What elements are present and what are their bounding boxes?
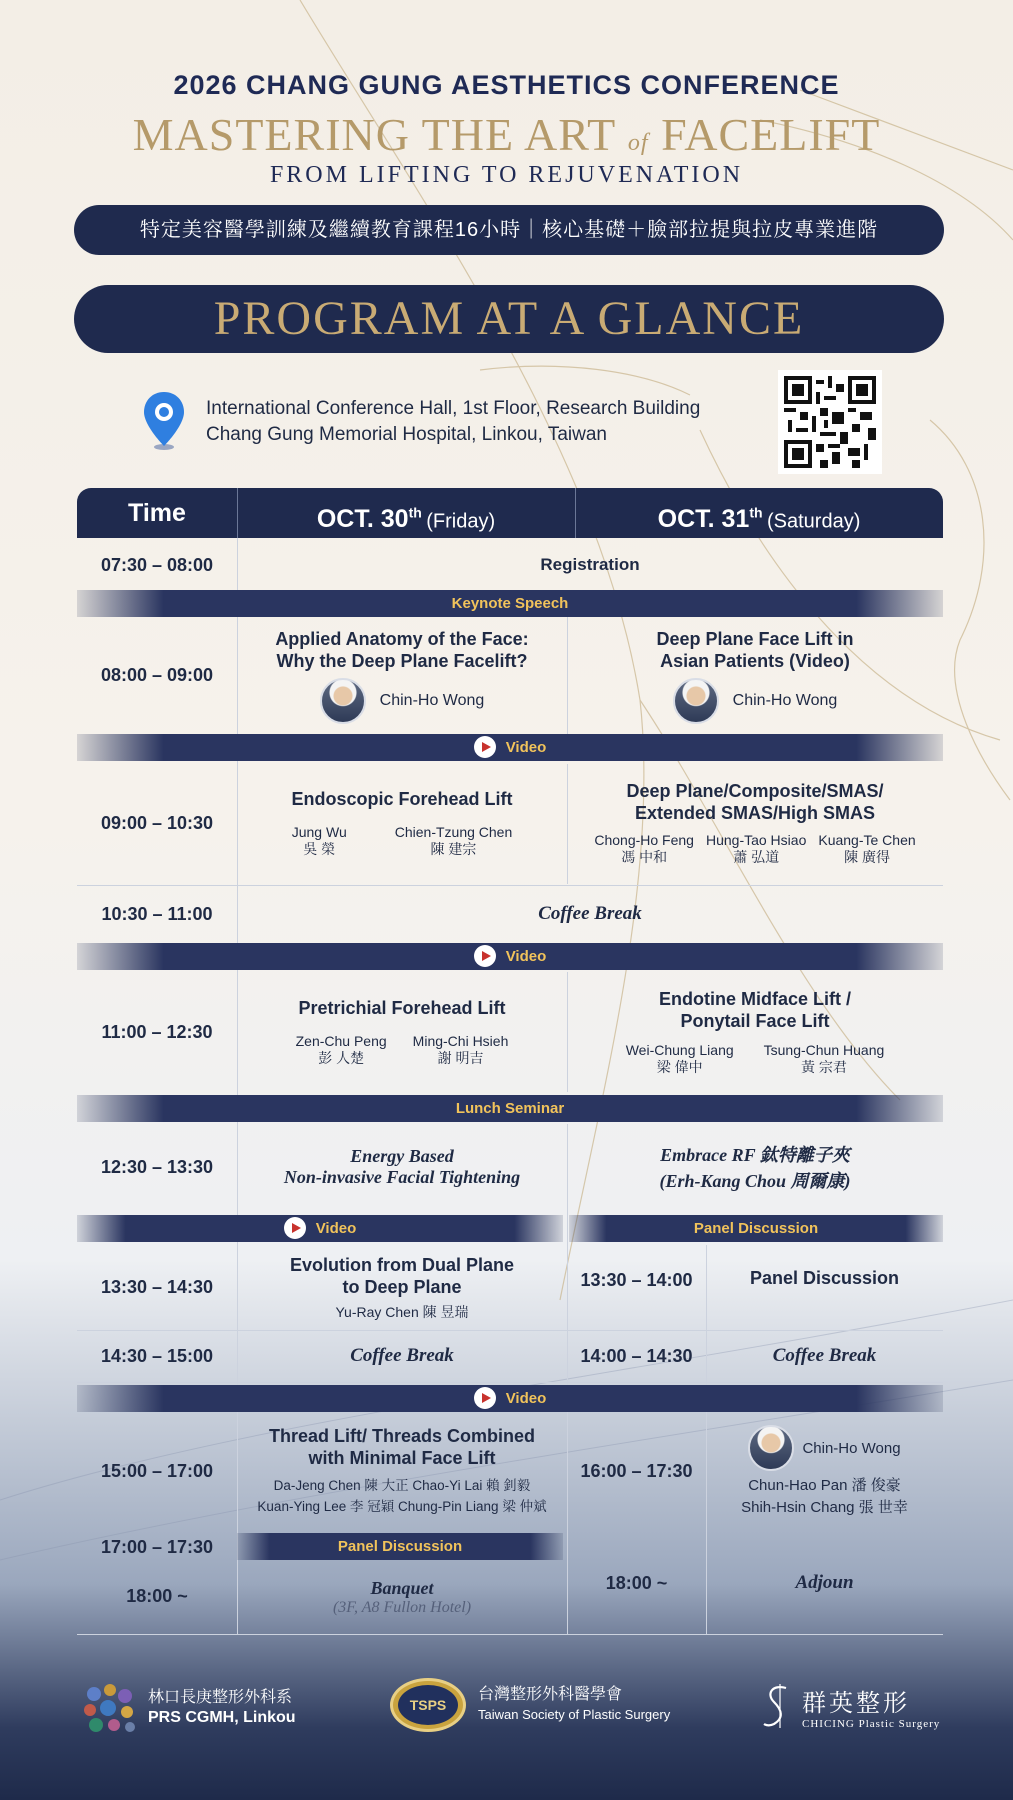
speaker-line: Da-Jeng Chen 陳 大正 Chao-Yi Lai 賴 釗毅: [273, 1478, 531, 1493]
session-cell: [567, 624, 943, 728]
main-title-right: FACELIFT: [661, 109, 881, 160]
location-pin-icon: [140, 390, 188, 452]
header-day1-ordinal: th: [408, 505, 422, 521]
coffee-break-label: Coffee Break: [772, 1345, 877, 1366]
header-day2-weekday: (Saturday): [767, 510, 861, 533]
speaker-list: [626, 1042, 885, 1076]
schedule-header: [77, 488, 943, 538]
avatar: [673, 678, 719, 724]
speaker-name: Chun-Hao Pan 潘 俊豪: [748, 1477, 901, 1494]
section-bar-video: [77, 1215, 563, 1242]
time-slot: 08:00 – 09:00: [100, 665, 214, 685]
tsps-seal-icon: [390, 1678, 466, 1732]
speaker: [292, 824, 347, 858]
logo-tsps-zh: 台灣整形外科醫學會: [478, 1686, 623, 1703]
avatar: [748, 1425, 794, 1471]
session-title: Non-invasive Facial Tightening: [283, 1167, 521, 1187]
session-title: Why the Deep Plane Facelift?: [276, 651, 528, 671]
session-title: with Minimal Face Lift: [308, 1448, 496, 1468]
qr-code-icon[interactable]: [778, 370, 882, 474]
section-bar-label: Video: [505, 739, 547, 756]
speaker-list: [292, 824, 513, 858]
adjourn-label: Adjoun: [795, 1572, 854, 1593]
header-day2-ordinal: th: [749, 505, 763, 521]
section-bar-panel: Panel Discussion: [569, 1215, 943, 1242]
grid-line: [77, 1382, 943, 1383]
session-title: Endoscopic Forehead Lift: [291, 789, 513, 809]
section-bar-video: [77, 943, 943, 970]
speaker-name-zh: 黃 宗君: [801, 1059, 847, 1075]
section-bar-label: Video: [505, 1390, 547, 1407]
speaker-name-zh: 梁 偉中: [656, 1059, 703, 1075]
speaker: [320, 678, 485, 724]
session-title: Pretrichial Forehead Lift: [298, 998, 506, 1018]
speaker: [818, 832, 915, 866]
time-slot: 12:30 – 13:30: [100, 1156, 214, 1177]
session-title: Ponytail Face Lift: [680, 1011, 830, 1031]
speaker-name: Tsung-Chun Huang: [763, 1042, 885, 1058]
logo-prs-en: PRS CGMH, Linkou: [148, 1709, 296, 1726]
speaker: [706, 832, 806, 866]
coffee-break-label: Coffee Break: [538, 903, 642, 924]
header-time-label: Time: [128, 499, 186, 527]
speaker-name: Chin-Ho Wong: [732, 692, 838, 709]
speaker-name: Chin-Ho Wong: [802, 1439, 901, 1457]
session-title: Deep Plane/Composite/SMAS/: [626, 781, 884, 801]
time-slot: 17:00 – 17:30: [100, 1536, 214, 1557]
logo-chicing: [760, 1682, 940, 1730]
section-bar-video: [77, 1385, 943, 1412]
banquet-label: Banquet: [370, 1577, 434, 1598]
speaker-name: Yu-Ray Chen 陳 昱瑞: [335, 1304, 469, 1320]
speaker-name: Chong-Ho Feng: [594, 832, 694, 848]
section-bar-label: Video: [315, 1220, 357, 1237]
time-slot: 13:30 – 14:30: [100, 1277, 214, 1297]
section-bar-keynote: Keynote Speech: [77, 590, 943, 617]
speaker: [764, 1042, 885, 1076]
logo-chicing-text: [802, 1683, 940, 1730]
logo-tsps-en: Taiwan Society of Plastic Surgery: [478, 1707, 671, 1722]
session-cell: [237, 1414, 567, 1528]
session-title: Evolution from Dual Plane: [289, 1255, 515, 1275]
time-slot: 18:00 ~: [605, 1572, 668, 1593]
course-banner: 特定美容醫學訓練及繼續教育課程16小時｜核心基礎＋臉部拉提與拉皮專業進階: [74, 205, 944, 255]
qr-code-pattern: [784, 376, 876, 468]
coffee-break-label: Coffee Break: [350, 1345, 454, 1366]
section-bar-video: [77, 734, 943, 761]
session-cell: [237, 970, 567, 1094]
session-cell: [237, 624, 567, 728]
header-time: [77, 488, 237, 538]
main-title: [0, 108, 1013, 161]
speaker-name: Kuang-Te Chen: [818, 832, 916, 848]
logo-tsps: [390, 1678, 670, 1732]
speaker: [296, 1033, 387, 1067]
time-slot: 10:30 – 11:00: [101, 903, 213, 924]
session-title: Applied Anatomy of the Face:: [275, 629, 529, 649]
play-icon: [474, 736, 496, 758]
time-slot: 16:00 – 17:30: [580, 1460, 693, 1481]
speaker-name: Chien-Tzung Chen: [394, 824, 513, 840]
logo-tsps-text: [478, 1685, 670, 1725]
session-cell: [567, 1122, 943, 1212]
speaker-name-zh: 蕭 弘道: [733, 849, 780, 865]
section-bar-lunch: Lunch Seminar: [77, 1095, 943, 1122]
time-slot: 15:00 – 17:00: [100, 1460, 214, 1481]
program-banner: PROGRAM AT A GLANCE: [74, 285, 944, 353]
main-title-left: MASTERING THE ART: [132, 109, 616, 160]
conference-name: 2026 CHANG GUNG AESTHETICS CONFERENCE: [173, 70, 840, 100]
session-title: Asian Patients (Video): [660, 651, 850, 671]
time-slot: 11:00 – 12:30: [101, 1021, 213, 1042]
speaker: [748, 1425, 900, 1471]
speaker: [673, 678, 838, 724]
speaker-name-zh: 馮 中和: [621, 849, 668, 865]
section-bar-panel: Panel Discussion: [237, 1533, 563, 1560]
play-icon: [474, 1387, 496, 1409]
header-day2: [575, 488, 943, 538]
speaker-name-zh: 吳 榮: [303, 841, 336, 857]
header-day1-date-text: OCT. 30: [316, 505, 409, 534]
header-day2-date: [658, 505, 763, 533]
time-slot: 09:00 – 10:30: [100, 812, 214, 833]
session-title: Extended SMAS/High SMAS: [634, 803, 876, 823]
speaker-name: Hung-Tao Hsiao: [705, 832, 807, 848]
play-icon: [284, 1217, 306, 1239]
time-slot: 18:00 ~: [126, 1585, 188, 1606]
session-cell: [567, 970, 943, 1094]
speaker-line: Kuan-Ying Lee 李 冠穎 Chung-Pin Liang 梁 仲斌: [257, 1499, 547, 1514]
speaker-list: [594, 832, 915, 866]
banquet-location: (3F, A8 Fullon Hotel): [332, 1598, 472, 1616]
session-speaker: (Erh-Kang Chou 周爾康): [659, 1171, 851, 1191]
speaker-name-zh: 陳 建宗: [430, 841, 477, 857]
speaker-list: [296, 1033, 509, 1067]
speaker-name-zh: 彭 人楚: [318, 1050, 365, 1066]
session-cell: [237, 1566, 567, 1628]
section-bar-label: Video: [505, 948, 547, 965]
logo-chicing-en: CHICING Plastic Surgery: [802, 1717, 941, 1730]
venue-line-1: International Conference Hall, 1st Floor, Research Building: [206, 398, 701, 419]
session-cell: [567, 761, 943, 885]
speaker-name-zh: 謝 明吉: [437, 1050, 484, 1066]
session-title: Deep Plane Face Lift in: [656, 629, 854, 649]
session-cell: [237, 1122, 567, 1212]
session-cell: [706, 1418, 943, 1526]
avatar: [320, 678, 366, 724]
molecule-logo-icon: [80, 1682, 138, 1734]
speaker-name-zh: 陳 廣得: [844, 849, 890, 865]
subtitle: FROM LIFTING TO REJUVENATION: [269, 162, 744, 188]
time-slot: 14:30 – 15:00: [100, 1345, 214, 1366]
speaker-name: Jung Wu: [291, 824, 347, 840]
speaker: [413, 1033, 509, 1067]
time-slot: 14:00 – 14:30: [580, 1345, 693, 1366]
header-day1: [237, 488, 575, 538]
session-cell: [237, 761, 567, 885]
speaker-name: Chin-Ho Wong: [379, 692, 485, 709]
header-day1-weekday: (Friday): [426, 510, 496, 533]
chicing-logo-mark-icon: [760, 1682, 794, 1730]
speaker: [594, 832, 694, 866]
session-title: Embrace RF 鈦特離子夾: [660, 1145, 850, 1165]
play-icon: [474, 945, 496, 967]
venue-address: [206, 396, 700, 448]
speaker: [395, 824, 513, 858]
panel-discussion-label: Panel Discussion: [749, 1268, 900, 1288]
header-day1-date: [317, 505, 422, 533]
session-title: Energy Based: [350, 1146, 454, 1166]
speaker-name: Zen-Chu Peng: [295, 1033, 387, 1049]
tsps-seal-text: TSPS: [398, 1685, 458, 1725]
main-title-of: of: [627, 130, 649, 156]
header-day2-date-text: OCT. 31: [657, 505, 750, 534]
time-slot: 07:30 – 08:00: [100, 554, 214, 575]
session-title: to Deep Plane: [342, 1277, 462, 1297]
logo-prs-zh: 林口長庚整形外科系: [148, 1689, 293, 1706]
logo-prs-cgmh: [80, 1682, 296, 1734]
speaker-name: Wei-Chung Liang: [625, 1042, 734, 1058]
logo-prs-text: [148, 1688, 296, 1728]
grid-line: [77, 1634, 943, 1635]
speaker-name: Shih-Hsin Chang 張 世幸: [741, 1499, 908, 1516]
session-title: Thread Lift/ Threads Combined: [268, 1426, 536, 1446]
venue-line-2: Chang Gung Memorial Hospital, Linkou, Taiwan: [206, 424, 607, 445]
time-slot: 13:30 – 14:00: [580, 1269, 693, 1290]
session-title: Endotine Midface Lift /: [659, 989, 851, 1009]
speaker: [626, 1042, 734, 1076]
logo-chicing-zh: 群英整形: [802, 1688, 910, 1717]
registration-label: Registration: [540, 555, 640, 574]
speaker-name: Ming-Chi Hsieh: [412, 1033, 509, 1049]
session-cell: [237, 1245, 567, 1330]
